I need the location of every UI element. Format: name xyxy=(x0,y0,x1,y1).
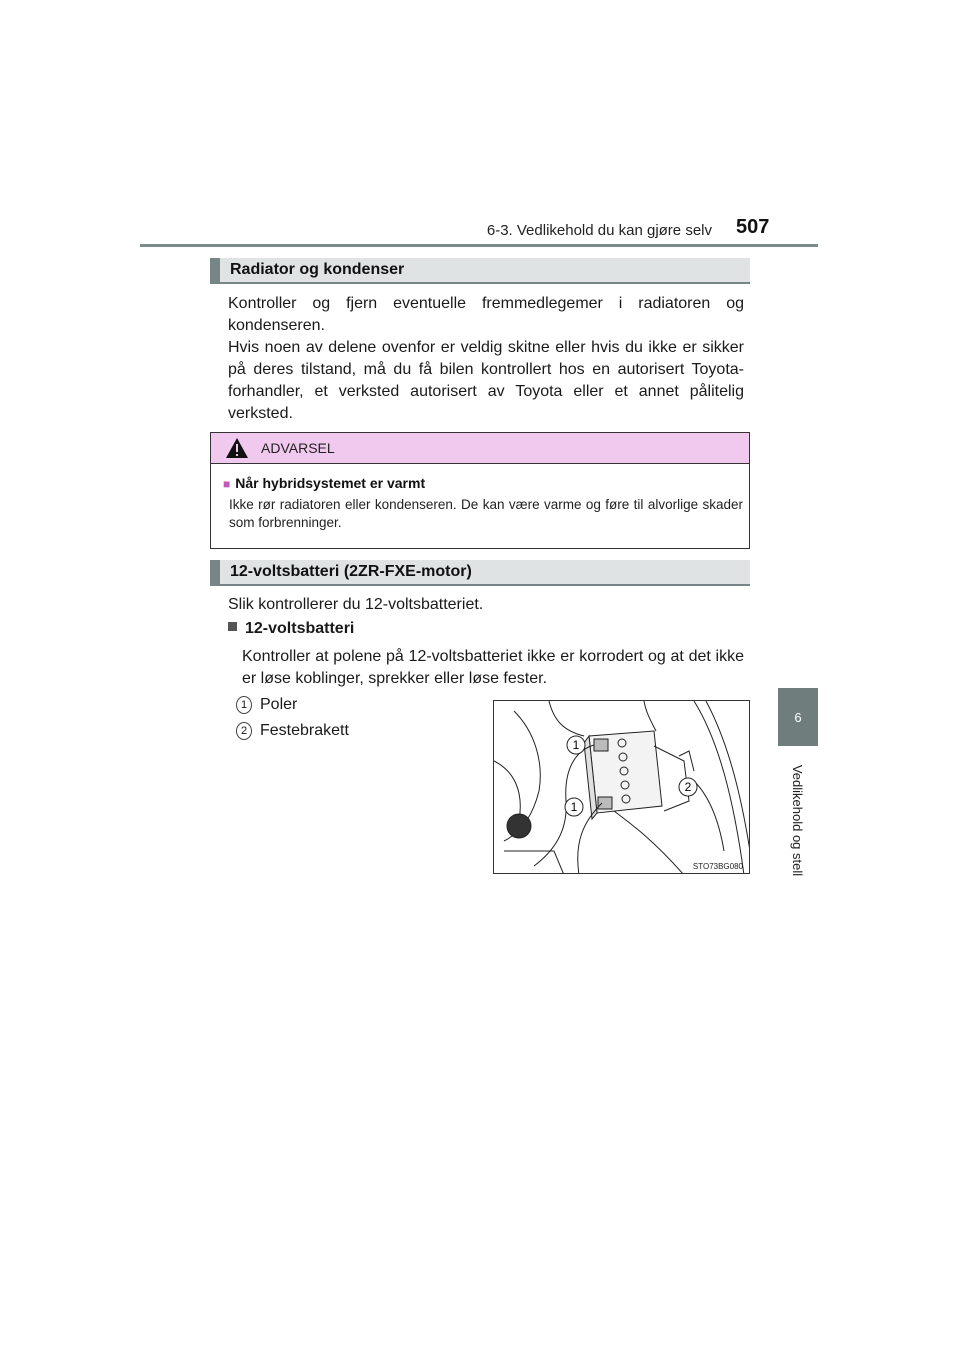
warning-label: ADVARSEL xyxy=(261,440,335,456)
square-bullet-icon xyxy=(228,622,237,631)
callout-label: 1 xyxy=(570,800,578,814)
section-radiator-paragraph-2: Hvis noen av delene ovenfor er veldig skitne eller hvis du ikke er sikker på deres tilstand, må du få bilen kontrollert hos en autorisert Toyota-forhandler, et verksted autorisert av Toyota eller et annet pålitelig verksted. xyxy=(228,339,744,422)
callout-number: 2 xyxy=(236,722,252,740)
header-divider xyxy=(140,244,818,247)
chapter-tab xyxy=(778,688,818,746)
figure-code: STO73BG080 xyxy=(692,862,743,871)
callout-label: 1 xyxy=(572,738,580,752)
warning-header xyxy=(211,433,749,464)
battery-subheading-text: 12-voltsbatteri xyxy=(245,620,355,637)
section-heading-battery: 12-voltsbatteri (2ZR-FXE-motor) xyxy=(210,560,750,586)
warning-text: Ikke rør radiatoren eller kondenseren. De kan være varme og føre til alvorlige skader som forbrenninger. xyxy=(229,497,743,530)
warning-triangle-icon xyxy=(225,437,249,459)
battery-subheading xyxy=(228,620,354,638)
battery-body: Kontroller at polene på 12-voltsbatteriet ikke er korrodert og at det ikke er løse koblinger, sprekker eller løse fester. xyxy=(242,648,744,687)
running-header-section: 6-3. Vedlikehold du kan gjøre selv xyxy=(486,222,712,239)
chapter-side-label xyxy=(778,750,818,890)
section-radiator-paragraph-1: Kontroller og fjern eventuelle fremmedlegemer i radiatoren og kondenseren. xyxy=(228,295,744,334)
section-heading-radiator: Radiator og kondenser xyxy=(210,258,750,284)
list-item xyxy=(236,696,297,714)
list-item xyxy=(236,722,349,740)
section-battery-intro: Slik kontrollerer du 12-voltsbatteriet. xyxy=(228,596,484,613)
page-number: 507 xyxy=(736,216,770,238)
warning-box xyxy=(210,432,750,549)
list-item-label: Festebrakett xyxy=(260,722,349,739)
callout-number: 1 xyxy=(236,696,252,714)
callout-label: 2 xyxy=(684,780,692,794)
chapter-title: Vedlikehold og stell xyxy=(790,764,806,876)
chapter-number: 6 xyxy=(794,709,802,725)
warning-subtitle xyxy=(223,475,425,491)
battery-illustration xyxy=(493,700,750,874)
warning-subtitle-text: Når hybridsystemet er varmt xyxy=(235,475,426,491)
engine-bay-drawing xyxy=(494,701,750,874)
list-item-label: Poler xyxy=(260,696,298,713)
square-bullet-icon: ■ xyxy=(223,477,231,491)
